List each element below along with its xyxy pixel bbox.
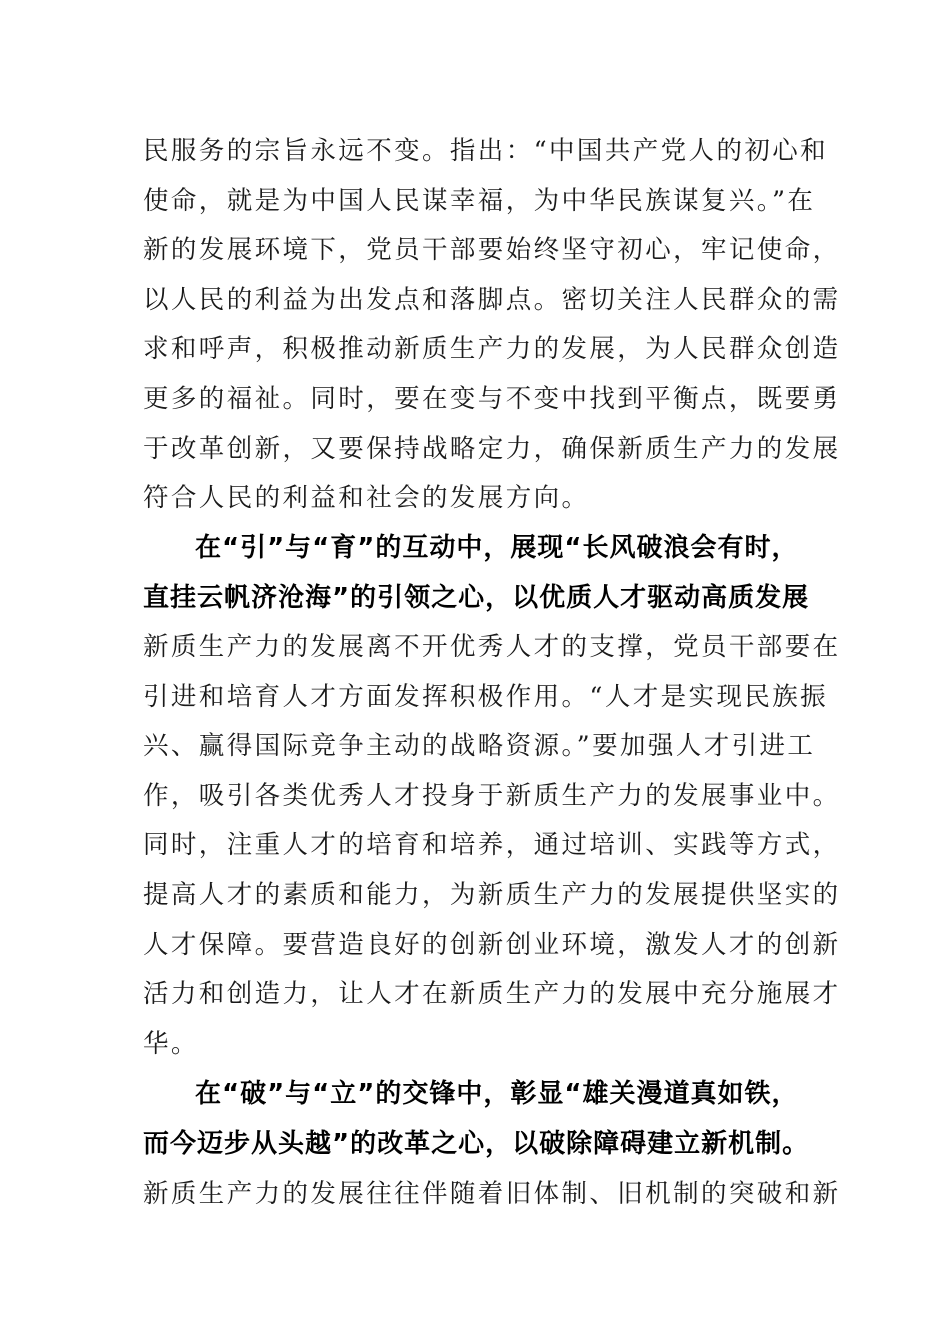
paragraph-1 — [143, 127, 841, 524]
text-line: 新的发展环境下，党员干部要始终坚守初心，牢记使命， — [143, 235, 841, 266]
heading-line: 直挂云帆济沧海”的引领之心，以优质人才驱动高质发展 — [143, 582, 810, 613]
paragraph-2 — [143, 623, 841, 1069]
section-heading-reform — [143, 1070, 823, 1169]
text-line: 同时，注重人才的培育和培养，通过培训、实践等方式， — [143, 830, 841, 861]
heading-line: 而今迈步从头越”的改革之心，以破除障碍建立新机制。 — [143, 1128, 810, 1159]
text-line: 引进和培育人才方面发挥积极作用。“人才是实现民族振 — [143, 681, 829, 712]
text-line: 人才保障。要营造良好的创新创业环境，激发人才的创新 — [143, 929, 841, 960]
text-line: 使命，就是为中国人民谋幸福，为中华民族谋复兴。”在 — [143, 185, 816, 216]
text-line: 兴、赢得国际竞争主动的战略资源。”要加强人才引进工 — [143, 731, 816, 762]
text-line: 以人民的利益为出发点和落脚点。密切关注人民群众的需 — [143, 284, 841, 315]
text-line: 符合人民的利益和社会的发展方向。 — [143, 483, 590, 514]
text-line: 作，吸引各类优秀人才投身于新质生产力的发展事业中。 — [143, 780, 841, 811]
text-line: 求和呼声，积极推动新质生产力的发展，为人民群众创造 — [143, 334, 841, 365]
text-line: 提高人才的素质和能力，为新质生产力的发展提供坚实的 — [143, 879, 841, 910]
text-line: 于改革创新，又要保持战略定力，确保新质生产力的发展 — [143, 433, 841, 464]
text-line: 新质生产力的发展往往伴随着旧体制、旧机制的突破和新 — [143, 1179, 841, 1209]
text-line: 华。 — [143, 1028, 199, 1059]
heading-line: 在“引”与“育”的互动中，展现“长风破浪会有时， — [195, 533, 799, 563]
section-heading-talent — [143, 524, 823, 623]
text-line: 民服务的宗旨永远不变。指出：“中国共产党人的初心和 — [143, 136, 829, 166]
text-line: 活力和创造力，让人才在新质生产力的发展中充分施展才 — [143, 979, 841, 1010]
text-line: 更多的福祉。同时，要在变与不变中找到平衡点，既要勇 — [143, 383, 841, 414]
heading-line: 在“破”与“立”的交锋中，彰显“雄关漫道真如铁， — [195, 1079, 799, 1109]
paragraph-3 — [143, 1170, 841, 1220]
text-line: 新质生产力的发展离不开优秀人才的支撑，党员干部要在 — [143, 632, 841, 662]
